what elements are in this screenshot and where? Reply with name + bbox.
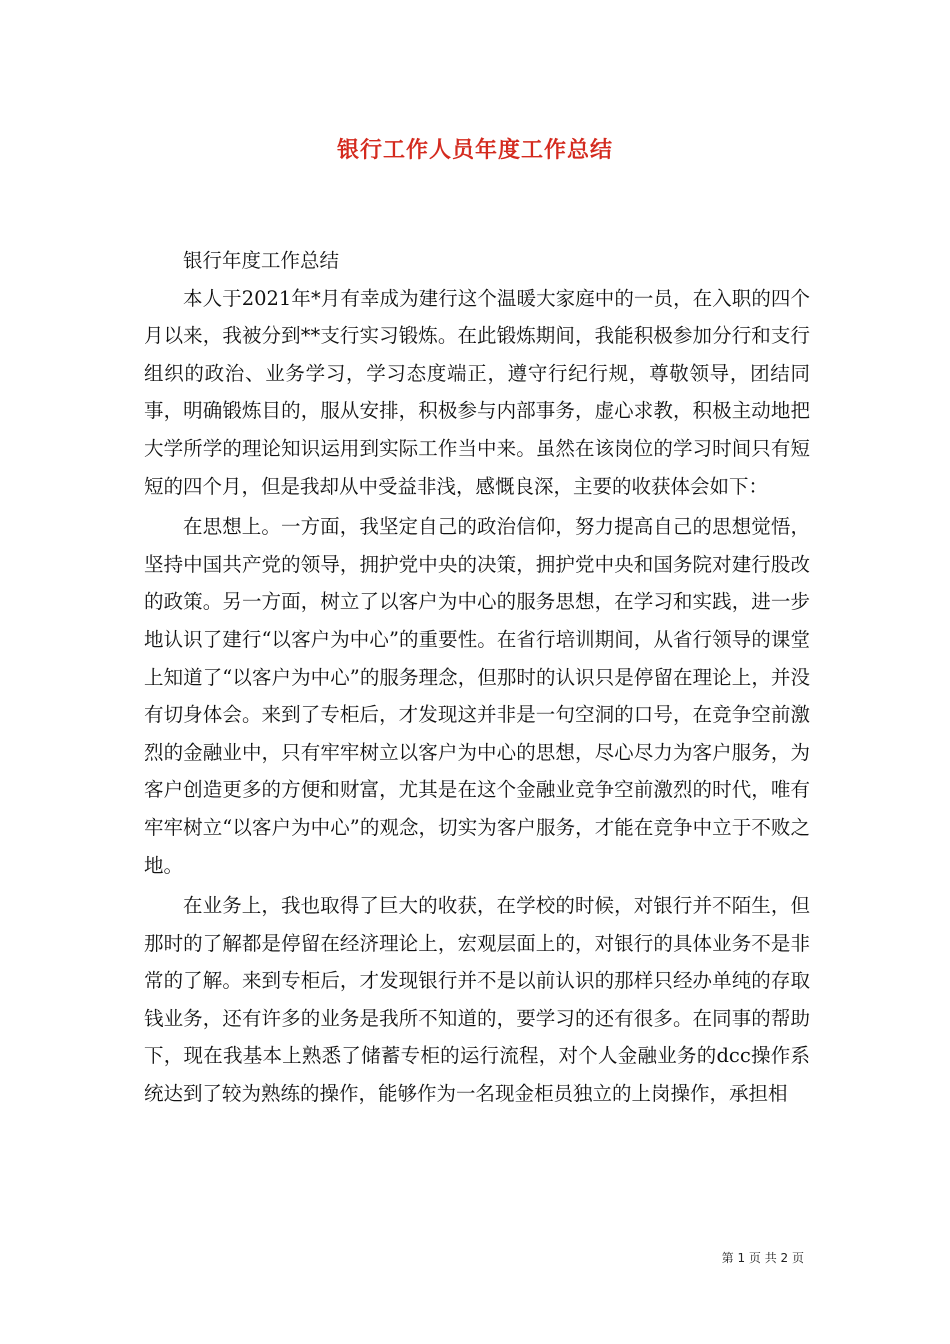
paragraph-business: 在业务上，我也取得了巨大的收获，在学校的时候，对银行并不陌生，但那时的了解都是停留在经济理论上，宏观层面上的，对银行的具体业务不是非常的了解。来到专柜后，才发现银行并不是以前认识的那样只经办单纯的存取钱业务，还有许多的业务是我所不知道的，要学习的还有很多。在同事的帮助下，现在我基本上熟悉了储蓄专柜的运行流程，对个人金融业务的dcc操作系统达到了较为熟练的操作，能够作为一名现金柜员独立的上岗操作，承担相 (144, 894, 810, 1106)
document-body (144, 242, 810, 1113)
section-subtitle: 银行年度工作总结 (183, 249, 340, 272)
page-number: 第 1 页 共 2 页 (721, 1251, 804, 1265)
paragraph-intro: 本人于2021年*月有幸成为建行这个温暖大家庭中的一员，在入职的四个月以来，我被分到**支行实习锻炼。在此锻炼期间，我能积极参加分行和支行组织的政治、业务学习，学习态度端正，遵守行纪行规，尊敬领导，团结同事，明确锻炼目的，服从安排，积极参与内部事务，虚心求教，积极主动地把大学所学的理论知识运用到实际工作当中来。虽然在该岗位的学习时间只有短短的四个月，但是我却从中受益非浅，感慨良深，主要的收获体会如下： (144, 286, 810, 498)
document-title: 银行工作人员年度工作总结 (336, 137, 613, 163)
paragraph-thought: 在思想上。一方面，我坚定自己的政治信仰，努力提高自己的思想觉悟，坚持中国共产党的领导，拥护党中央的决策，拥护党中央和国务院对建行股改的政策。另一方面，树立了以客户为中心的服务思想，在学习和实践，进一步地认识了建行“以客户为中心”的重要性。在省行培训期间，从省行领导的课堂上知道了“以客户为中心”的服务理念，但那时的认识只是停留在理论上，并没有切身体会。来到了专柜后，才发现这并非是一句空洞的口号，在竞争空前激烈的金融业中，只有牢牢树立以客户为中心的思想，尽心尽力为客户服务，为客户创造更多的方便和财富，尤其是在这个金融业竞争空前激烈的时代，唯有牢牢树立“以客户为中心”的观念，切实为客户服务，才能在竞争中立于不败之地。 (144, 515, 810, 877)
